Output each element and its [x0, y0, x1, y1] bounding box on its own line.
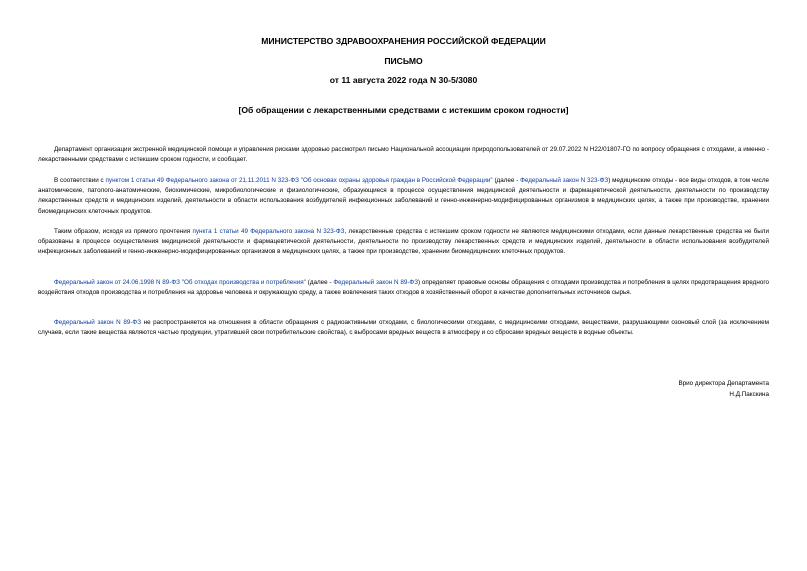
law-323-article-49-link[interactable]: пунктом 1 статьи 49 Федерального закона от 21.11.2011 N 323-ФЗ "Об основах охраны здоровья граждан в Российской Федерации" [105, 177, 493, 184]
paragraph-5 [38, 318, 769, 338]
ministry-heading: МИНИСТЕРСТВО ЗДРАВООХРАНЕНИЯ РОССИЙСКОЙ ФЕДЕРАЦИИ [261, 36, 546, 46]
paragraph-2-text-b: (далее - [492, 177, 521, 184]
subject-heading: [Об обращении с лекарственными средствами с истекшим сроком годности] [238, 105, 569, 115]
law-89-short-link[interactable]: Федеральный закон N 89-ФЗ [333, 279, 419, 286]
signature-name: Н.Д.Пакскина [729, 391, 769, 398]
law-89-full-link[interactable]: Федеральный закон от 24.06.1998 N 89-ФЗ "Об отходах производства и потребления" [54, 279, 306, 286]
paragraph-5-text: не распространяется на отношения в области обращения с радиоактивными отходами, с биологическими отходами, с медицинскими отходами, веществами, разрушающими озоновый слой (за исключением случаев, если такие вещества являются частью продукции, утратившей свои потребительские свойства), с выбросами вредных веществ в атмосферу и со сбросами вредных веществ в водные объекты. [38, 319, 769, 337]
signature-position: Врио директора Департамента [678, 380, 769, 387]
paragraph-1-text: Департамент организации экстренной медицинской помощи и управления рисками здоровью рассмотрел письмо Национальной ассоциации природопользователей от 29.07.2022 N Н22/01807-ГО по вопросу обращения с отходами, а именно - лекарственными средствами с истекшим сроком годности, и сообщает. [38, 146, 769, 164]
date-number-heading: от 11 августа 2022 года N 30-5/3080 [329, 75, 478, 85]
law-323-article-49-short-link[interactable]: пункта 1 статьи 49 Федерального закона N 323-ФЗ [192, 228, 345, 235]
law-323-short-link[interactable]: Федеральный закон N 323-ФЗ [520, 177, 609, 184]
document-type-heading: ПИСЬМО [384, 56, 423, 66]
paragraph-3 [38, 227, 769, 258]
paragraph-2-text-a: В соответствии с [54, 177, 106, 184]
paragraph-2 [38, 176, 769, 217]
paragraph-3-text-b: , лекарственные средства с истекшим сроком годности не являются медицинскими отходами, если данные лекарственные средства не были образованы в процессе осуществления медицинской деятельности и фармацевтической деятельности, деятельности по производству лекарственных средств и медицинских изделий, деятельности в области использования возбудителей инфекционных заболеваний и генно-инженерно-модифицированных организмов в медицинских целях, а также при производстве, хранении биомедицинских клеточных продуктов. [38, 228, 770, 256]
paragraph-4-text-a: (далее - [305, 279, 334, 286]
paragraph-3-text-a: Таким образом, исходя из прямого прочтения [54, 228, 193, 235]
paragraph-2-text-c: ) медицинские отходы - все виды отходов, в том числе анатомические, патолого-анатомические, биохимические, микробиологические и физиологические, образующиеся в процессе осуществления медицинской деятельности и фармацевтической деятельности, деятельности по производству лекарственных средств и медицинских изделий, деятельности в области использования возбудителей инфекционных заболеваний и генно-инженерно-модифицированных организмов в медицинских целях, а также при производстве, хранении биомедицинских клеточных продуктов. [38, 177, 770, 215]
law-89-link[interactable]: Федеральный закон N 89-ФЗ [54, 319, 142, 326]
paragraph-4-text-b: ) определяет правовые основы обращения с отходами производства и потребления в целях предотвращения вредного воздействия отходов производства и потребления на здоровье человека и окружающую среду, а также вовлечения таких отходов в хозяйственный оборот в качестве дополнительных источников сырья. [38, 279, 769, 297]
paragraph-1 [38, 145, 769, 165]
paragraph-4 [38, 278, 769, 298]
